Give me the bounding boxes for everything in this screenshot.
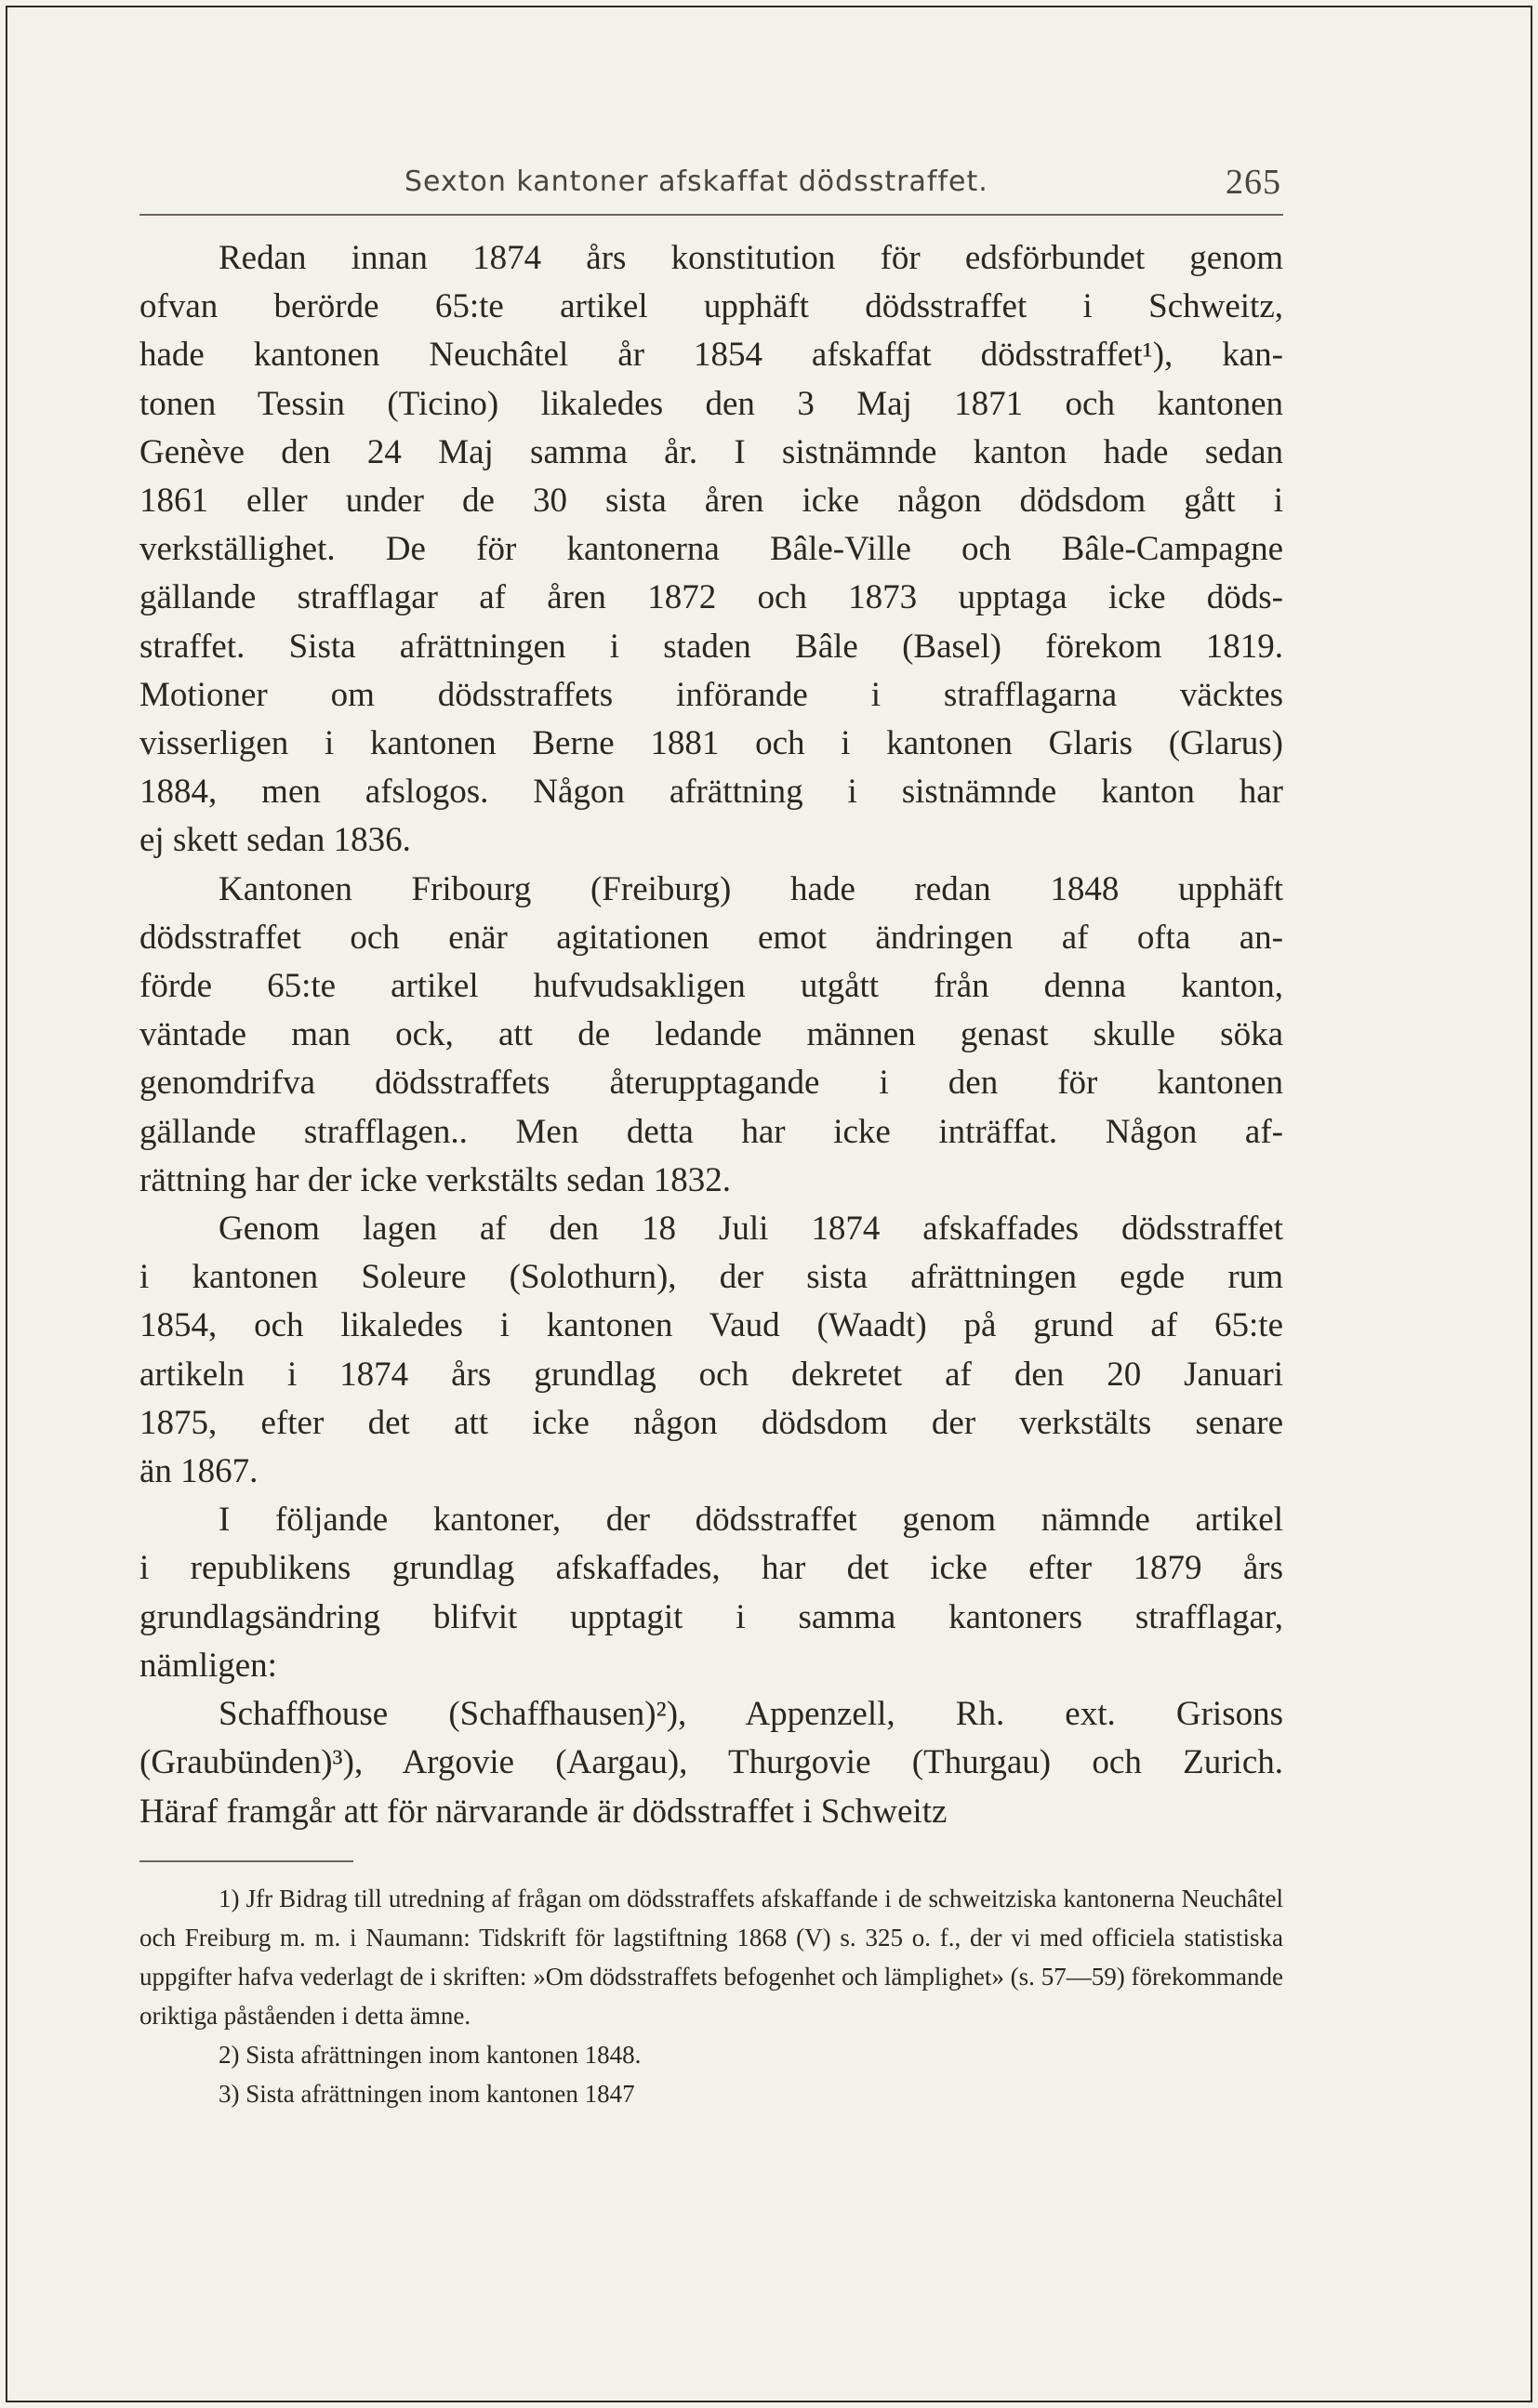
text-line: i republikens grundlag afskaffades, har det icke efter 1879 års [139,1549,1283,1588]
text-line: grundlagsändring blifvit upptagit i samma kantoners strafflagar, [139,1597,1283,1636]
page-number: 265 [1226,163,1281,202]
header-rule [139,214,1283,216]
text-line: Schaffhouse (Schaffhausen)²), Appenzell, Rh. ext. Grisons [219,1695,1283,1734]
text-line: i kantonen Soleure (Solothurn), der sista afrättningen egde rum [139,1258,1283,1297]
text-line: Häraf framgår att för närvarande är dödsstraffet i Schweitz [139,1792,948,1831]
text-line: Genève den 24 Maj samma år. I sistnämnde kanton hade sedan [139,432,1283,471]
text-line: förde 65:te artikel hufvudsakligen utgått från denna kanton, [139,967,1283,1006]
text-line: I följande kantoner, der dödsstraffet genom nämnde artikel [219,1501,1283,1540]
page-content [139,158,1283,2113]
paragraph-4 [139,1496,1283,1690]
body-text [139,234,1283,1836]
text-line: Genom lagen af den 18 Juli 1874 afskaffades dödsstraffet [219,1210,1283,1249]
paragraph-5 [139,1690,1283,1836]
text-line: 1861 eller under de 30 sista åren icke någon dödsdom gått i [139,482,1283,521]
text-line: tonen Tessin (Ticino) likaledes den 3 Maj 1871 och kantonen [139,384,1283,423]
footnotes [139,1879,1283,2113]
text-line: visserligen i kantonen Berne 1881 och i kantonen Glaris (Glarus) [139,724,1283,763]
paragraph-2 [139,866,1283,1205]
text-line: Kantonen Fribourg (Freiburg) hade redan 1848 upphäft [219,869,1283,908]
footnote-1: 1) Jfr Bidrag till utredning af frågan om dödsstraffets afskaffande i de schweitziska kantonerna Neuchâtel och Freiburg m. m. i Naumann: Tidskrift för lagstiftning 1868 (V) s. 325 o. f., der vi med officiela statistiska uppgifter hafva vederlagt de i skriften: »Om dödsstraffets befogenhet och lämplighet» (s. 57—59) förekommande oriktiga påståenden i detta ämne. [139,1884,1283,2030]
text-line: väntade man ock, att de ledande männen genast skulle söka [139,1015,1283,1054]
text-line: nämligen: [139,1646,277,1685]
running-title: Sexton kantoner afskaffat dödsstraffet. [404,165,988,198]
text-line: 1875, efter det att icke någon dödsdom der verkstälts senare [139,1403,1283,1442]
text-line: artikeln i 1874 års grundlag och dekretet af den 20 Januari [139,1355,1283,1394]
text-line: dödsstraffet och enär agitationen emot ändringen af ofta an- [139,918,1283,957]
footnote-rule [139,1860,353,1862]
text-line: Motioner om dödsstraffets införande i strafflagarna väcktes [139,675,1283,714]
paragraph-3 [139,1205,1283,1496]
text-line: än 1867. [139,1452,259,1491]
paragraph-1 [139,234,1283,866]
text-line: genomdrifva dödsstraffets återupptagande i den för kantonen [139,1064,1283,1103]
text-line: 1854, och likaledes i kantonen Vaud (Waadt) på grund af 65:te [139,1306,1283,1345]
footnote-3: 3) Sista afrättningen inom kantonen 1847 [219,2079,635,2108]
text-line: rättning har der icke verkstälts sedan 1832. [139,1160,731,1199]
footnote-2: 2) Sista afrättningen inom kantonen 1848. [219,2040,642,2069]
text-line: Redan innan 1874 års konstitution för edsförbundet genom [219,239,1283,277]
text-line: hade kantonen Neuchâtel år 1854 afskaffat dödsstraffet¹), kan- [139,336,1283,375]
running-head [139,158,1283,214]
text-line: 1884, men afslogos. Någon afrättning i sistnämnde kanton har [139,773,1283,812]
text-line: verkställighet. De för kantonerna Bâle-Ville och Bâle-Campagne [139,530,1283,569]
text-line: gällande strafflagar af åren 1872 och 1873 upptaga icke döds- [139,578,1283,617]
text-line: gällande strafflagen.. Men detta har icke inträffat. Någon af- [139,1112,1283,1151]
text-line: straffet. Sista afrättningen i staden Bâle (Basel) förekom 1819. [139,627,1283,666]
text-line: (Graubünden)³), Argovie (Aargau), Thurgovie (Thurgau) och Zurich. [139,1743,1283,1782]
text-line: ej skett sedan 1836. [139,821,411,860]
text-line: ofvan berörde 65:te artikel upphäft dödsstraffet i Schweitz, [139,287,1283,326]
